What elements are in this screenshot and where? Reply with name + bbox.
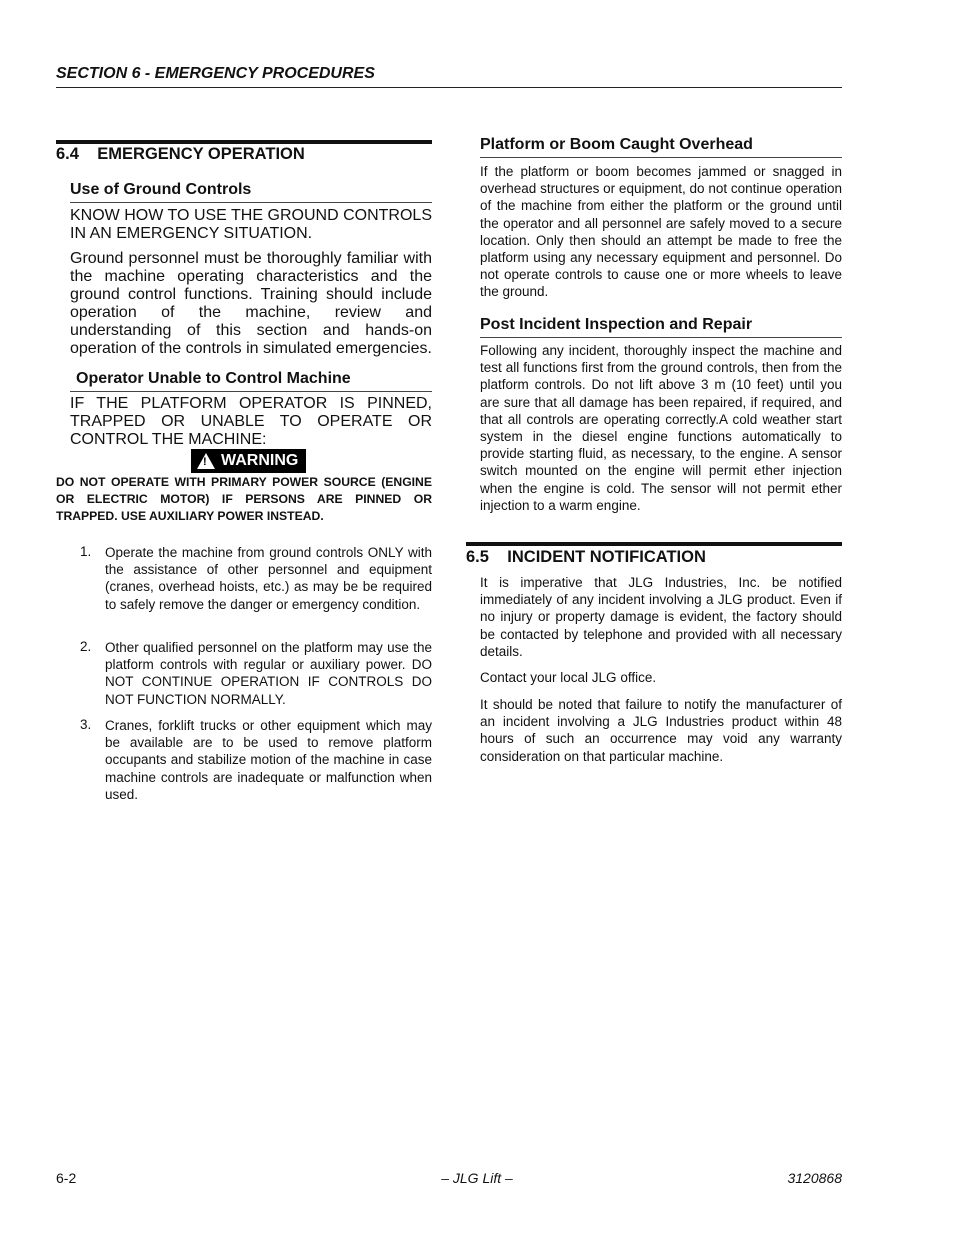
- notification-paragraph-3: It should be noted that failure to notify the manufacturer of an incident involving a JLG Industries product within 48 hours of such an occurrence may void any warranty consideration on that particular machine.: [480, 697, 842, 764]
- page-number: 6-2: [56, 1170, 77, 1186]
- step-3-text: Cranes, forklift trucks or other equipment which may be available are to be used to remove platform occupants and stabilize motion of the machine in case machine controls are inadequate or malfunction when used.: [105, 718, 432, 802]
- step-1-text: Operate the machine from ground controls ONLY with the assistance of other personnel and equipment (cranes, overhead hoists, etc.) as may be be required to safely remove the danger or emergency condition.: [105, 545, 432, 612]
- post-incident-paragraph: Following any incident, thoroughly inspect the machine and test all functions first from the ground controls, then from the platform controls. Do not lift above 3 m (10 feet) until you are sure that all damage has been repaired, if required, and that all controls are operating correctly.A cold weather start system in the diesel engine functions automatically to provide starting fluid, as necessary, to the engine. A sensor switch mounted on the engine will permit ether injection when the engine is cold. The sensor will not permit ether injection to a warm engine.: [480, 343, 842, 513]
- operator-unable-notice: IF THE PLATFORM OPERATOR IS PINNED, TRAPPED OR UNABLE TO OPERATE OR CONTROL THE MACHINE:: [70, 395, 432, 448]
- footer-title-text: – JLG Lift –: [441, 1170, 513, 1186]
- ground-controls-heading: Use of Ground Controls: [70, 181, 432, 203]
- warning-text: DO NOT OPERATE WITH PRIMARY POWER SOURCE (ENGINE OR ELECTRIC MOTOR) IF PERSONS ARE PINNED OR TRAPPED. USE AUXILIARY POWER INSTEAD.: [56, 475, 432, 523]
- caught-overhead-paragraph: If the platform or boom becomes jammed or snagged in overhead structures or equipment, do not continue operation of the machine from either the platform or the ground until the operator and all personnel are safely moved to a secure location. Only then should an attempt be made to free the platform using any necessary equipment and personnel. Do not operate controls to cause one or more wheels to leave the ground.: [480, 164, 842, 300]
- notification-paragraph-2: Contact your local JLG office.: [480, 670, 657, 685]
- ground-controls-notice: KNOW HOW TO USE THE GROUND CONTROLS IN AN EMERGENCY SITUATION.: [70, 207, 432, 242]
- step-1-number: 1.: [80, 544, 92, 559]
- notification-paragraph-1: It is imperative that JLG Industries, Inc. be notified immediately of any incident involving a JLG product. Even if no injury or property damage is evident, the factory should be contacted by telephone and provided with all necessary details.: [480, 575, 842, 659]
- section-rule: [466, 542, 842, 546]
- section-rule: [56, 140, 432, 144]
- step-3-number: 3.: [80, 717, 92, 732]
- post-incident-heading: Post Incident Inspection and Repair: [480, 316, 842, 338]
- warning-label: [191, 449, 306, 473]
- ground-controls-paragraph: Ground personnel must be thoroughly familiar with the machine operating characteristics and the ground control functions. Training should include operation of the machine, review and understanding of this section and hands-on operation of the controls in simulated emergencies.: [70, 250, 432, 357]
- step-2-text: Other qualified personnel on the platform may use the platform controls with regular or auxiliary power. DO NOT CONTINUE OPERATION IF CONTROLS DO NOT FUNCTION NORMALLY.: [105, 640, 432, 707]
- section-header: SECTION 6 - EMERGENCY PROCEDURES: [56, 65, 842, 88]
- document-number: 3120868: [787, 1170, 842, 1186]
- operator-unable-heading: Operator Unable to Control Machine: [70, 370, 432, 392]
- warning-triangle-icon: !: [197, 453, 215, 469]
- section-6-5-title: 6.5 INCIDENT NOTIFICATION: [466, 548, 706, 566]
- section-6-4-title: 6.4 EMERGENCY OPERATION: [56, 145, 305, 163]
- warning-label-text: WARNING: [221, 452, 299, 469]
- caught-overhead-heading: Platform or Boom Caught Overhead: [480, 136, 842, 158]
- step-2-number: 2.: [80, 639, 92, 654]
